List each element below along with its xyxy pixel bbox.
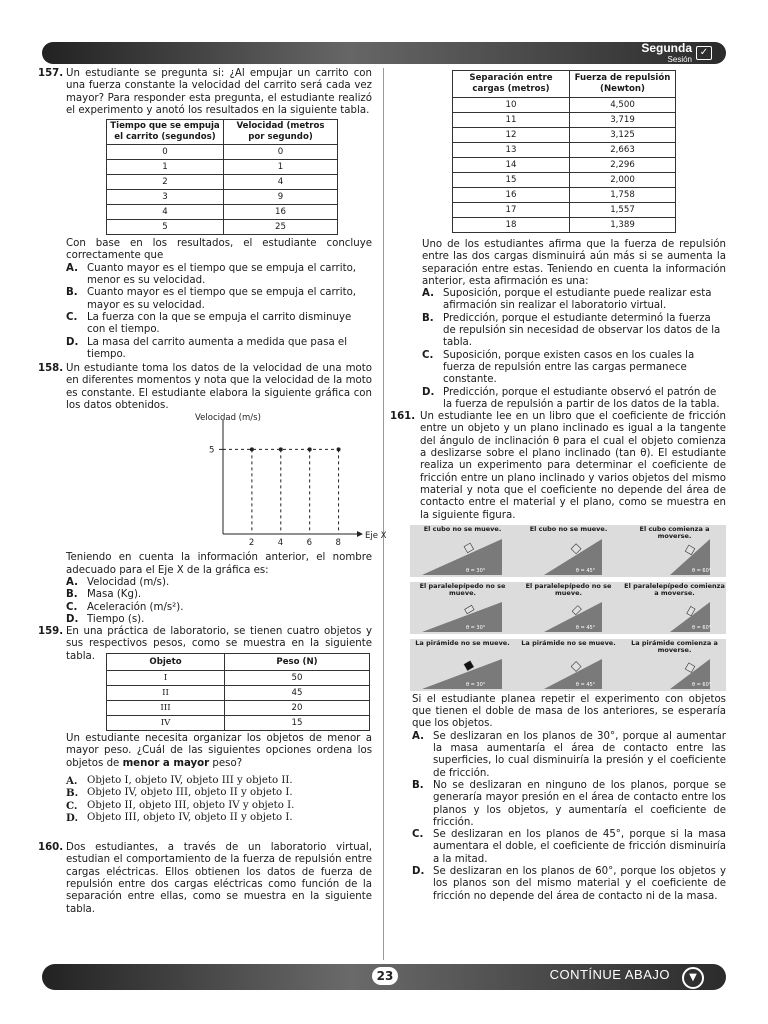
option-text: Masa (Kg). <box>87 589 142 601</box>
session-header-bar <box>42 42 726 64</box>
footer-bar <box>42 964 726 990</box>
table-cell: 5 <box>107 220 224 235</box>
option-b[interactable] <box>66 287 372 312</box>
followup-text: Un estudiante necesita organizar los objetos de menor a mayor peso. ¿Cuál de las siguientes opciones ordena los objetos de <box>66 733 372 769</box>
table-cell: 45 <box>225 686 370 701</box>
option-text: Objeto II, objeto III, objeto IV y objeto I. <box>87 799 295 811</box>
incline-caption: La pirámide comienza a moverse. <box>631 638 718 654</box>
option-letter: C. <box>66 311 78 323</box>
table-cell: 10 <box>453 98 570 113</box>
table-row <box>107 701 370 716</box>
question-158 <box>38 363 372 412</box>
option-a[interactable] <box>422 288 726 313</box>
figure-row-cube <box>410 525 726 577</box>
table-cell: 11 <box>453 113 570 128</box>
question-followup <box>66 733 372 770</box>
figure-row-pyramid <box>410 639 726 691</box>
table-cell: 15 <box>453 173 570 188</box>
table-header: Tiempo que se empuja el carrito (segundos) <box>107 120 224 145</box>
table-row <box>453 218 676 233</box>
table-header: Velocidad (metros por segundo) <box>224 120 338 145</box>
incline-caption: La pirámide no se mueve. <box>521 638 616 647</box>
data-point <box>308 448 312 452</box>
incline-plane <box>516 582 621 634</box>
option-letter: C. <box>412 829 424 841</box>
followup-text: peso? <box>212 757 243 769</box>
pyramid-object <box>685 663 695 673</box>
option-letter: B. <box>422 312 434 324</box>
incline-cell <box>622 639 727 691</box>
angle-label: θ = 30° <box>466 624 486 631</box>
option-text: Aceleración (m/s²). <box>87 601 184 613</box>
y-axis-label: Velocidad (m/s) <box>195 413 261 424</box>
cube-object <box>571 544 581 554</box>
angle-label: θ = 45° <box>575 624 596 631</box>
incline-caption: El paralelepípedo no se mueve. <box>525 581 612 597</box>
question-followup: Teniendo en cuenta la información anterior, el nombre adecuado para el Eje X de la gráfica es: <box>66 552 372 576</box>
data-point <box>337 448 341 452</box>
option-b[interactable] <box>412 780 726 829</box>
angle-label: θ = 30° <box>466 567 486 574</box>
x-tick-label: 6 <box>306 538 313 549</box>
data-point <box>250 448 254 452</box>
table-row <box>107 671 370 686</box>
q159-table <box>106 653 370 731</box>
incline-caption: El cubo no se mueve. <box>423 524 502 533</box>
option-c[interactable] <box>412 829 726 866</box>
question-stem: Un estudiante lee en un libro que el coeficiente de fricción entre un objeto y un plano inclinado es igual a la tangente del ángulo de inclinación θ para el cual el objeto comienza a deslizarse sobre el plano inclinado (tan θ). El estudiante realiza un experimento para determinar el coeficiente de fricción entre un plano inclinado y varios objetos del mismo material y nota que el coeficiente no depende del área de contacto entre el material y el plano, como se muestra en la siguiente figura. <box>420 411 726 521</box>
table-row <box>107 205 338 220</box>
table-row <box>107 190 338 205</box>
table-row <box>453 158 676 173</box>
incline-plane <box>622 582 727 634</box>
option-d[interactable] <box>66 337 372 362</box>
question-stem: Un estudiante toma los datos de la velocidad de una moto en diferentes momentos y nota que la velocidad de la moto es constante. El estudiante elabora la siguiente gráfica con los datos obtenidos. <box>66 363 372 412</box>
incline-caption: El cubo no se mueve. <box>529 524 608 533</box>
incline-plane <box>622 525 727 577</box>
incline-plane <box>622 639 727 691</box>
incline-figure <box>410 525 726 691</box>
table-row <box>453 128 676 143</box>
table-row <box>453 113 676 128</box>
followup-emphasis: menor a mayor <box>122 757 210 769</box>
table-cell: 2,663 <box>570 143 676 158</box>
table-cell: 2,000 <box>570 173 676 188</box>
x-axis-label: Eje X <box>365 531 387 542</box>
question-stem: Un estudiante se pregunta si: ¿Al empujar un carrito con una fuerza constante la velocidad del carrito será cada vez mayor? Para responder esta pregunta, el estudiante realizó el experimento y anotó los resultados en la siguiente tabla. <box>66 68 372 116</box>
option-letter: B. <box>66 589 78 601</box>
table-row <box>107 716 370 731</box>
table-cell: 2 <box>107 175 224 190</box>
option-d[interactable] <box>422 387 726 412</box>
table-row <box>453 173 676 188</box>
option-letter: B. <box>66 787 79 800</box>
incline-plane <box>516 525 621 577</box>
table-cell: 1 <box>224 160 338 175</box>
right-column <box>390 70 726 903</box>
table-cell: 3 <box>107 190 224 205</box>
left-column <box>38 68 387 916</box>
incline-cell <box>516 582 621 634</box>
incline-plane <box>516 639 621 691</box>
incline-caption: La pirámide no se mueve. <box>415 638 510 647</box>
page-number: 23 <box>372 967 398 985</box>
q157-table <box>106 119 338 235</box>
table-cell: 14 <box>453 158 570 173</box>
table-row <box>107 686 370 701</box>
y-tick-label: 5 <box>209 445 215 456</box>
down-arrow-icon: ▼ <box>682 967 704 989</box>
question-157 <box>38 68 372 117</box>
option-letter: A. <box>66 576 78 588</box>
incline-cell <box>410 525 515 577</box>
question-stem: Dos estudiantes, a través de un laboratorio virtual, estudian el comportamiento de la fuerza de repulsión entre cargas eléctricas. Ellos obtienen los datos de fuerza de repulsión entre dos cargas eléctricas como función de la separación entre ellas, como se muestra en la siguiente tabla. <box>66 842 372 915</box>
question-number: 159. <box>38 626 64 638</box>
option-text: Suposición, porque el estudiante puede realizar esta afirmación sin realizar el laboratorio virtual. <box>443 288 712 312</box>
table-cell: 15 <box>225 716 370 731</box>
question-159 <box>38 626 372 663</box>
angle-label: θ = 45° <box>575 681 596 688</box>
incline-plane <box>410 582 515 634</box>
continue-label: CONTÍNUE ABAJO <box>549 967 670 982</box>
option-text: Objeto IV, objeto III, objeto II y objeto I. <box>87 787 293 799</box>
table-cell: 1,758 <box>570 188 676 203</box>
option-c[interactable] <box>66 312 372 337</box>
table-cell: 16 <box>453 188 570 203</box>
question-stem: En una práctica de laboratorio, se tienen cuatro objetos y sus respectivos pesos, como se muestra en la siguiente tabla. <box>66 626 372 662</box>
table-cell: 1,557 <box>570 203 676 218</box>
table-cell: 16 <box>224 205 338 220</box>
pyramid-object <box>571 661 581 671</box>
incline-caption: El cubo comienza a moverse. <box>639 524 710 540</box>
question-160 <box>38 842 372 916</box>
option-d[interactable] <box>66 812 372 824</box>
angle-label: θ = 60° <box>692 567 712 574</box>
table-header: Peso (N) <box>225 654 370 671</box>
option-text: La masa del carrito aumenta a medida que pasa el tiempo. <box>87 336 348 360</box>
table-cell: 20 <box>225 701 370 716</box>
table-cell: II <box>107 686 225 701</box>
option-letter: C. <box>66 799 78 812</box>
option-a[interactable] <box>66 577 372 589</box>
table-cell: 4 <box>107 205 224 220</box>
pyramid-object <box>464 661 474 671</box>
incline-cell <box>622 525 727 577</box>
incline-cell <box>516 525 621 577</box>
option-text: Suposición, porque existen casos en los cuales la fuerza de repulsión entre las cargas permanece constante. <box>443 349 695 386</box>
option-letter: C. <box>66 601 78 613</box>
question-followup: Con base en los resultados, el estudiante concluye correctamente que <box>66 238 372 262</box>
angle-label: θ = 60° <box>692 681 712 688</box>
table-row <box>453 188 676 203</box>
incline-cell <box>516 639 621 691</box>
table-cell: 1,389 <box>570 218 676 233</box>
cube-object <box>464 543 474 553</box>
table-cell: 13 <box>453 143 570 158</box>
question-followup: Uno de los estudiantes afirma que la fuerza de repulsión entre las dos cargas disminuirá aún más si se aumenta la separación entre estas. Teniendo en cuenta la información anterior, esta afirmación es una: <box>422 239 726 287</box>
option-letter: D. <box>66 613 79 625</box>
table-row <box>453 143 676 158</box>
incline-cell <box>622 582 727 634</box>
table-cell: 3,719 <box>570 113 676 128</box>
table-row <box>107 175 338 190</box>
option-letter: A. <box>412 730 424 742</box>
checkbox-icon: ✓ <box>696 46 712 60</box>
option-text: Predicción, porque el estudiante determinó la fuerza de repulsión sin necesidad de observar los datos de la tabla. <box>443 312 721 349</box>
x-tick-label: 2 <box>248 538 255 549</box>
table-row <box>107 145 338 160</box>
angle-label: θ = 30° <box>466 681 486 688</box>
question-161 <box>390 411 726 522</box>
incline-plane <box>410 525 515 577</box>
option-text: Se deslizaran en los planos de 45°, porque si la masa aumentara el doble, el coeficiente de fricción disminuiría a la mitad. <box>433 829 726 865</box>
option-d[interactable] <box>412 866 726 903</box>
table-cell: 3,125 <box>570 128 676 143</box>
table-cell: 0 <box>107 145 224 160</box>
option-letter: A. <box>422 288 434 300</box>
option-letter: C. <box>422 349 434 361</box>
option-text: Tiempo (s). <box>87 613 145 625</box>
option-text: La fuerza con la que se empuja el carrito disminuye con el tiempo. <box>87 311 352 336</box>
table-cell: 25 <box>224 220 338 235</box>
figure-row-box <box>410 582 726 634</box>
option-a[interactable] <box>66 263 372 288</box>
session-subtitle: Sesión <box>667 55 692 64</box>
angle-label: θ = 45° <box>575 567 596 574</box>
question-number: 158. <box>38 363 64 375</box>
table-cell: I <box>107 671 225 686</box>
table-cell: III <box>107 701 225 716</box>
question-number: 160. <box>38 842 64 854</box>
option-a[interactable] <box>66 775 372 787</box>
option-c[interactable] <box>66 800 372 812</box>
question-followup: Si el estudiante planea repetir el experimento con objetos que tienen el doble de masa de los anteriores, se esperaría que los objetos. <box>412 693 726 730</box>
option-d[interactable] <box>66 614 372 626</box>
ramp <box>422 602 502 632</box>
option-a[interactable] <box>412 731 726 780</box>
option-letter: B. <box>66 287 78 299</box>
column-divider <box>383 68 384 960</box>
option-b[interactable] <box>66 589 372 601</box>
question-number: 161. <box>390 411 416 423</box>
option-c[interactable] <box>422 350 726 387</box>
option-text: Se deslizaran en los planos de 60°, porque los objetos y los planos son del mismo material y el coeficiente de fricción no depende del área de contacto ni de la masa. <box>433 865 726 902</box>
question-number: 157. <box>38 68 64 79</box>
option-letter: A. <box>66 774 78 787</box>
option-text: Objeto I, objeto IV, objeto III y objeto II. <box>87 774 293 786</box>
table-header: Objeto <box>107 654 225 671</box>
table-cell: 18 <box>453 218 570 233</box>
table-cell: 17 <box>453 203 570 218</box>
incline-caption: El paralelepípedo comienza a moverse. <box>624 581 725 597</box>
incline-plane <box>410 639 515 691</box>
incline-cell <box>410 582 515 634</box>
table-header: Separación entre cargas (metros) <box>453 71 570 98</box>
table-cell: 2,296 <box>570 158 676 173</box>
option-letter: A. <box>66 262 78 274</box>
table-row <box>107 220 338 235</box>
ramp <box>422 659 502 689</box>
option-b[interactable] <box>66 787 372 799</box>
ramp <box>422 539 502 575</box>
table-cell: 9 <box>224 190 338 205</box>
option-letter: D. <box>422 386 435 398</box>
option-text: Se deslizaran en los planos de 30°, porque al aumentar la masa aumentaría el área de contacto entre las superficies, lo cual disminuiría la presión y el coeficiente de fricción. <box>433 730 726 779</box>
option-text: Cuanto mayor es el tiempo que se empuja el carrito, menor es su velocidad. <box>87 262 357 287</box>
x-tick-label: 4 <box>277 538 284 549</box>
session-title: Segunda <box>641 41 692 55</box>
data-point <box>279 448 283 452</box>
option-text: Objeto III, objeto IV, objeto II y objeto I. <box>87 811 293 823</box>
table-cell: 0 <box>224 145 338 160</box>
table-row <box>453 203 676 218</box>
table-cell: 12 <box>453 128 570 143</box>
option-text: Cuanto mayor es el tiempo que se empuja el carrito, mayor es su velocidad. <box>87 287 357 311</box>
table-row <box>107 160 338 175</box>
option-letter: D. <box>412 865 425 877</box>
table-cell: IV <box>107 716 225 731</box>
option-letter: B. <box>412 779 424 791</box>
angle-label: θ = 60° <box>692 624 712 631</box>
option-text: Predicción, porque el estudiante observó el patrón de la fuerza de repulsión a partir de los datos de la tabla. <box>443 386 720 410</box>
table-row <box>453 98 676 113</box>
table-cell: 1 <box>107 160 224 175</box>
table-cell: 4 <box>224 175 338 190</box>
table-cell: 50 <box>225 671 370 686</box>
option-letter: D. <box>66 336 79 348</box>
option-text: No se deslizaran en ninguno de los planos, porque se generaría mayor presión en el área de contacto entre los planos y los objetos, y aumentaría el coeficiente de fricción. <box>433 779 726 828</box>
option-text: Velocidad (m/s). <box>87 576 170 588</box>
x-tick-label: 8 <box>335 538 341 549</box>
table-header: Fuerza de repulsión (Newton) <box>570 71 676 98</box>
cube-object <box>685 545 695 555</box>
x-axis-arrow <box>357 531 363 537</box>
velocity-chart <box>38 412 387 552</box>
q160-table <box>452 70 676 233</box>
option-b[interactable] <box>422 313 726 350</box>
table-cell: 4,500 <box>570 98 676 113</box>
incline-caption: El paralelepípedo no se mueve. <box>419 581 506 597</box>
option-c[interactable] <box>66 602 372 614</box>
box-object <box>465 605 474 613</box>
incline-cell <box>410 639 515 691</box>
option-letter: D. <box>66 811 79 824</box>
